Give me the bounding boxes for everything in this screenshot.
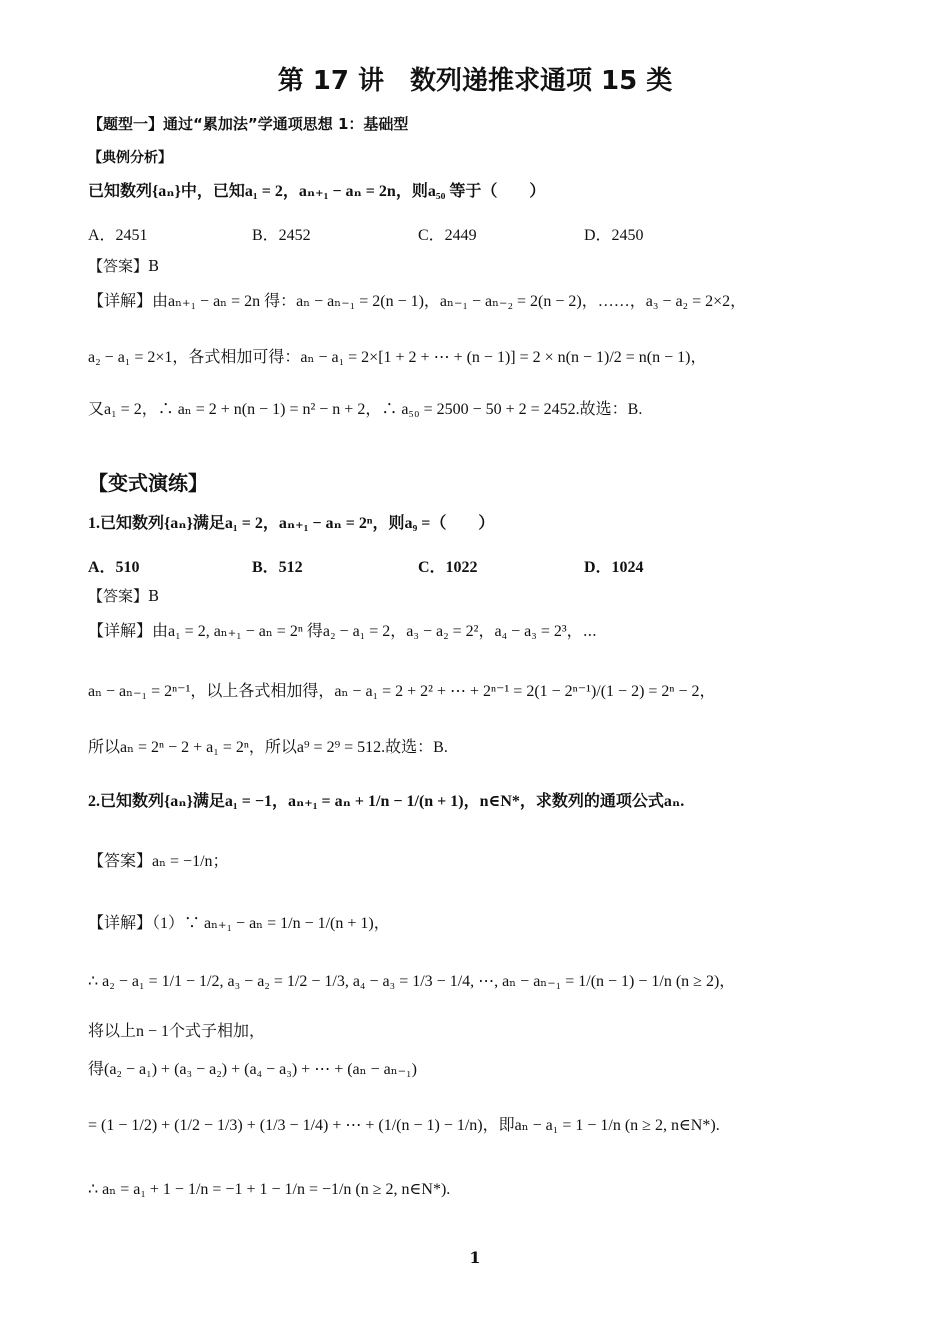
q2-answer: 【答案】aₙ = −1/n；: [88, 853, 229, 870]
example-heading: 【典例分析】: [88, 150, 172, 166]
q2-detail-line-6: ∴ aₙ = a₁ + 1 − 1/n = −1 + 1 − 1/n = −1/n (n ≥ 2, n∈N*).: [88, 1181, 451, 1198]
example-detail-line-1: 【详解】由aₙ₊₁ − aₙ = 2n 得：aₙ − aₙ₋₁ = 2(n − 1)，aₙ₋₁ − aₙ₋₂ = 2(n − 2)，……，a₃ − a₂ = 2×2，: [88, 293, 747, 310]
q1-detail-line-1: 【详解】由a₁ = 2, aₙ₊₁ − aₙ = 2ⁿ 得a₂ − a₁ = 2，a₃ − a₂ = 2²，a₄ − a₃ = 2³，⋯: [88, 623, 598, 640]
page-title: 第 17 讲 数列递推求通项 15 类: [277, 66, 673, 96]
example-option-b: B．2452: [252, 227, 311, 244]
example-option-c: C．2449: [418, 227, 477, 244]
q1-option-b: B．512: [252, 559, 303, 576]
q2-detail-line-1: 【详解】（1）∵ aₙ₊₁ − aₙ = 1/n − 1/(n + 1)，: [88, 915, 390, 932]
example-question: 已知数列{aₙ}中，已知a₁ = 2，aₙ₊₁ − aₙ = 2n，则a₅₀ 等于（ ）: [88, 183, 546, 200]
q1-detail-line-3: 所以aₙ = 2ⁿ − 2 + a₁ = 2ⁿ，所以a⁹ = 2⁹ = 512.故选：B.: [88, 739, 448, 756]
q1-option-d: D．1024: [584, 559, 644, 576]
page-number: 1: [469, 1248, 481, 1267]
q2-detail-line-4: 得(a₂ − a₁) + (a₃ − a₂) + (a₄ − a₃) + ⋯ + (aₙ − aₙ₋₁): [88, 1061, 417, 1078]
q1-answer: 【答案】B: [88, 587, 160, 605]
example-option-a: A．2451: [88, 227, 148, 244]
q1-option-c: C．1022: [418, 559, 478, 576]
q1-option-a: A．510: [88, 559, 140, 576]
example-option-d: D．2450: [584, 227, 644, 244]
example-answer: 【答案】B: [88, 257, 160, 275]
q2-detail-line-3: 将以上n − 1个式子相加，: [88, 1023, 266, 1040]
q1-detail-line-2: aₙ − aₙ₋₁ = 2ⁿ⁻¹，以上各式相加得，aₙ − a₁ = 2 + 2² + ⋯ + 2ⁿ⁻¹ = 2(1 − 2ⁿ⁻¹)/(1 − 2) = 2ⁿ − 2，: [88, 683, 716, 700]
example-detail-line-3: 又a₁ = 2，∴ aₙ = 2 + n(n − 1) = n² − n + 2，∴ a₅₀ = 2500 − 50 + 2 = 2452.故选：B.: [88, 401, 643, 418]
q1-question: 1.已知数列{aₙ}满足a₁ = 2，aₙ₊₁ − aₙ = 2ⁿ，则a₉ =（ ）: [88, 515, 495, 532]
example-detail-line-2: a₂ − a₁ = 2×1，各式相加可得：aₙ − a₁ = 2×[1 + 2 + ⋯ + (n − 1)] = 2 × n(n − 1)/2 = n(n − 1)，: [88, 349, 707, 366]
q2-question: 2.已知数列{aₙ}满足a₁ = −1，aₙ₊₁ = aₙ + 1/n − 1/(n + 1)，n∈N*，求数列的通项公式aₙ.: [88, 793, 685, 810]
q2-detail-line-5: = (1 − 1/2) + (1/2 − 1/3) + (1/3 − 1/4) + ⋯ + (1/(n − 1) − 1/n)，即aₙ − a₁ = 1 − 1/n (n ≥ 2, n∈N*).: [88, 1117, 720, 1134]
section-heading-variations: 【变式演练】: [88, 471, 208, 495]
section-heading-type1: 【题型一】通过“累加法”学通项思想 1：基础型: [88, 115, 409, 133]
q2-detail-line-2: ∴ a₂ − a₁ = 1/1 − 1/2, a₃ − a₂ = 1/2 − 1/3, a₄ − a₃ = 1/3 − 1/4, ⋯, aₙ − aₙ₋₁ = 1/(n − 1) − 1/n (n ≥ 2)，: [88, 973, 736, 990]
